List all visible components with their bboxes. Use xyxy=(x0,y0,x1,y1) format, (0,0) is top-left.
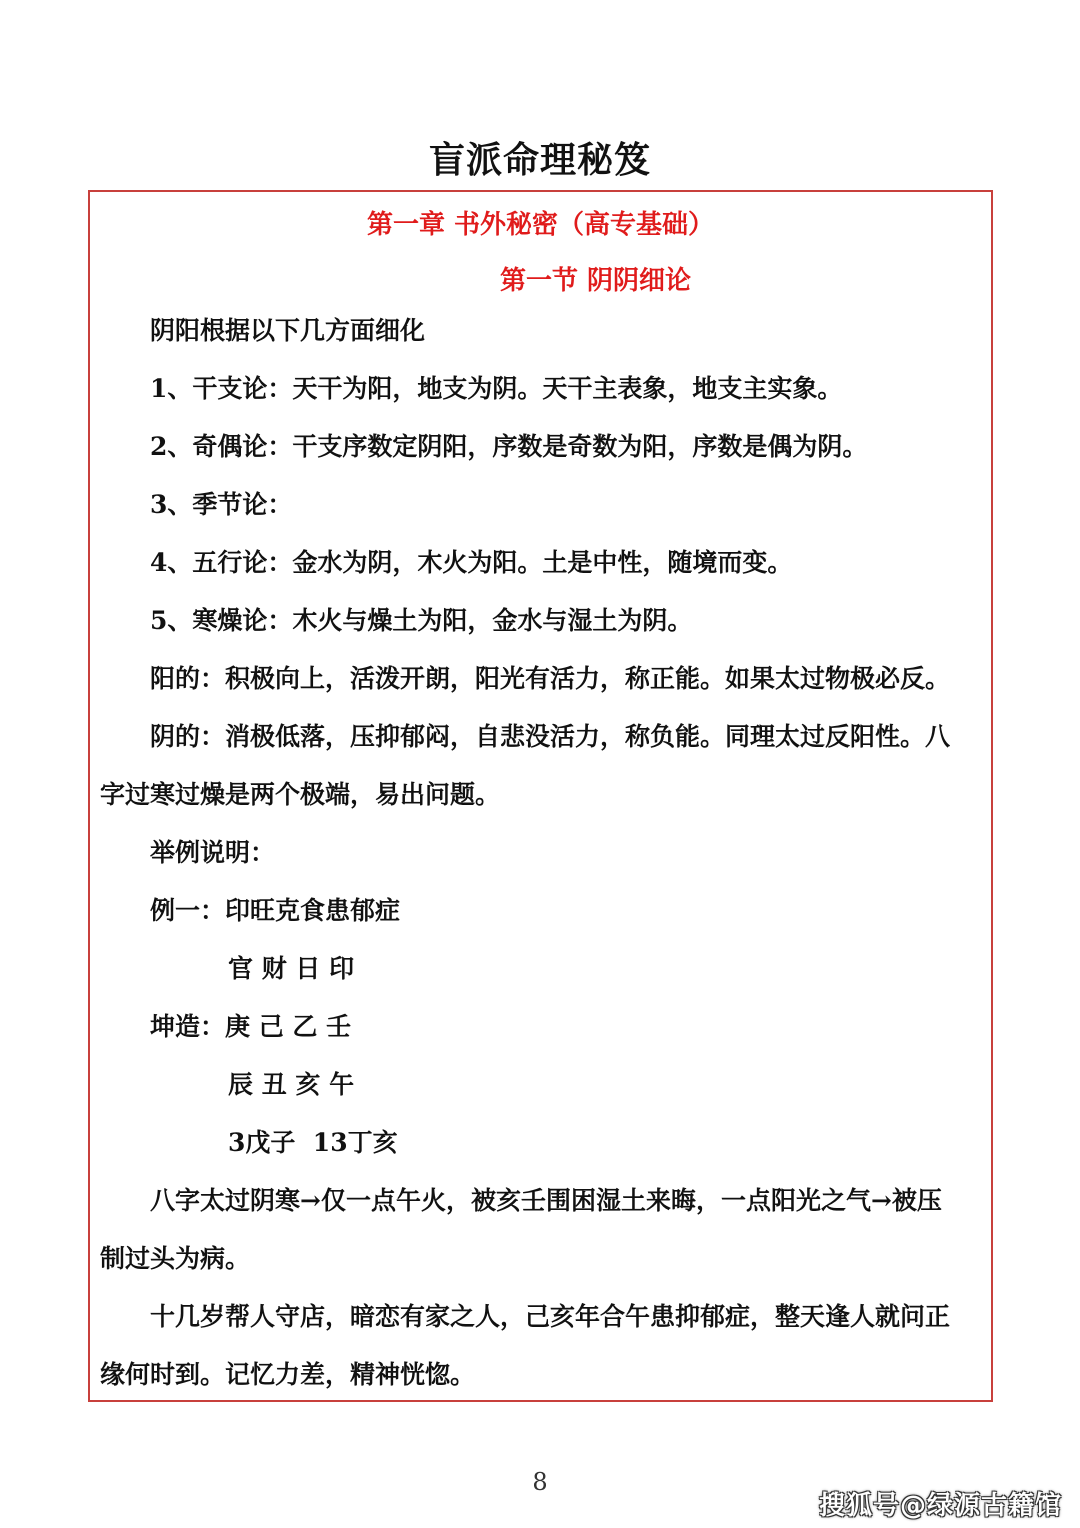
content-frame xyxy=(88,190,993,1402)
body-line: 辰 丑 亥 午 xyxy=(228,1070,355,1099)
body-line: 十几岁帮人守店，暗恋有家之人，己亥年合午患抑郁症，整天逢人就问正 xyxy=(150,1302,951,1331)
body-line: 坤造：庚 己 乙 壬 xyxy=(150,1012,352,1041)
body-line: 1、干支论：天干为阳，地支为阴。天干主表象，地支主实象。 xyxy=(150,374,843,403)
page-number: 8 xyxy=(532,1468,548,1496)
body-line: 4、五行论：金水为阴，木火为阳。土是中性，随境而变。 xyxy=(150,548,793,577)
body-line: 5、寒燥论：木火与燥土为阳，金水与湿土为阴。 xyxy=(150,606,693,635)
body-line: 官 财 日 印 xyxy=(228,954,355,983)
chapter-heading: 第一章 书外秘密（高专基础） xyxy=(366,210,715,240)
body-line: 阴的：消极低落，压抑郁闷，自悲没活力，称负能。同理太过反阳性。八 xyxy=(150,722,951,751)
body-line: 3戊子 13丁亥 xyxy=(228,1128,398,1157)
body-line: 例一：印旺克食患郁症 xyxy=(150,896,401,925)
page-title: 盲派命理秘笈 xyxy=(428,139,651,181)
body-line: 2、奇偶论：干支序数定阴阳，序数是奇数为阳，序数是偶为阴。 xyxy=(150,432,868,461)
body-line: 缘何时到。记忆力差，精神恍惚。 xyxy=(100,1360,476,1389)
body-line: 字过寒过燥是两个极端，易出问题。 xyxy=(100,780,501,809)
body-line: 3、季节论： xyxy=(150,490,293,519)
body-line: 阳的：积极向上，活泼开朗，阳光有活力，称正能。如果太过物极必反。 xyxy=(150,664,951,693)
body-line: 举例说明： xyxy=(150,838,276,867)
body-line: 阴阳根据以下几方面细化 xyxy=(150,316,426,345)
body-line: 八字太过阴寒→仅一点午火，被亥壬围困湿土来晦，一点阳光之气→被压 xyxy=(150,1186,942,1215)
watermark: 搜狐号@绿源古籍馆 xyxy=(818,1491,1062,1521)
section-heading: 第一节 阴阴细论 xyxy=(499,266,692,296)
body-line: 制过头为病。 xyxy=(100,1244,251,1273)
